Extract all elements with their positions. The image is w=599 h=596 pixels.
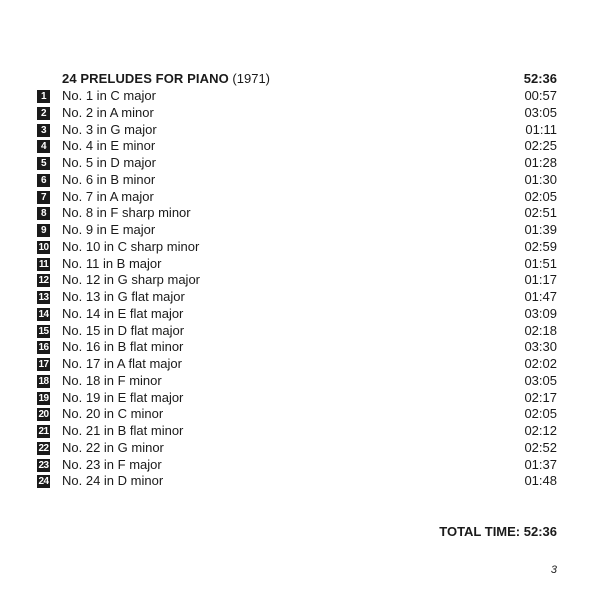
track-row	[37, 105, 557, 122]
track-number-badge: 12	[38, 275, 49, 287]
track-title: No. 18 in F minor	[62, 372, 162, 388]
track-title: No. 19 in E flat major	[62, 389, 184, 405]
track-duration: 03:05	[524, 372, 557, 388]
track-number-badge: 3	[37, 124, 50, 137]
track-title: No. 20 in C minor	[62, 406, 164, 422]
track-title: No. 21 in B flat minor	[62, 423, 184, 438]
track-number-badge: 1	[37, 90, 50, 103]
track-duration: 01:39	[524, 222, 557, 237]
track-duration: 03:30	[524, 339, 557, 355]
track-duration: 01:11	[525, 121, 557, 137]
work-year: (1971)	[232, 71, 270, 86]
track-duration: 02:18	[524, 322, 557, 338]
track-title: No. 14 in E flat major	[62, 305, 184, 321]
track-title: No. 1 in C major	[62, 88, 156, 103]
track-duration: 02:05	[524, 406, 557, 422]
track-row	[37, 205, 557, 222]
track-row	[37, 440, 557, 457]
track-title: No. 24 in D minor	[62, 473, 164, 489]
track-row	[37, 339, 557, 356]
track-title: No. 22 in G minor	[62, 439, 164, 455]
total-time: TOTAL TIME: 52:36	[439, 524, 557, 539]
track-number-badge: 4	[37, 140, 50, 153]
track-number-badge: 14	[38, 308, 49, 320]
track-number-badge: 10	[38, 241, 49, 253]
track-duration: 01:28	[524, 155, 557, 170]
track-row	[37, 289, 557, 306]
track-title: No. 6 in B minor	[62, 171, 156, 187]
track-duration: 02:05	[524, 188, 557, 204]
track-row	[37, 272, 557, 289]
work-title: 24 PRELUDES FOR PIANO	[62, 71, 229, 86]
track-number-badge: 24	[38, 476, 49, 488]
track-number-badge: 15	[38, 325, 49, 337]
track-row	[37, 373, 557, 390]
track-number-badge: 16	[38, 342, 49, 354]
track-title: No. 7 in A major	[62, 188, 154, 204]
track-row	[37, 256, 557, 273]
track-duration: 02:12	[524, 423, 557, 438]
track-title: No. 8 in F sharp minor	[62, 205, 191, 221]
track-row	[37, 306, 557, 323]
track-row	[37, 138, 557, 155]
track-row	[37, 356, 557, 373]
track-number-badge: 6	[37, 174, 50, 187]
track-row	[37, 222, 557, 239]
track-duration: 01:51	[524, 255, 557, 271]
track-duration: 02:59	[524, 238, 557, 254]
track-duration: 02:25	[524, 138, 557, 154]
track-duration: 01:30	[524, 171, 557, 187]
track-duration: 03:05	[524, 104, 557, 120]
track-row	[37, 239, 557, 256]
work-header	[62, 70, 557, 87]
track-number-badge: 19	[38, 392, 49, 404]
track-duration: 02:02	[524, 356, 557, 371]
track-duration: 01:37	[524, 456, 557, 472]
track-duration: 02:51	[524, 205, 557, 221]
track-row	[37, 122, 557, 139]
track-row	[37, 323, 557, 340]
track-title: No. 5 in D major	[62, 155, 156, 170]
track-number-badge: 11	[38, 258, 49, 270]
track-title: No. 11 in B major	[62, 255, 162, 271]
track-number-badge: 21	[38, 426, 49, 437]
track-title: No. 4 in E minor	[62, 138, 156, 154]
track-title: No. 12 in G sharp major	[62, 272, 201, 288]
track-title: No. 16 in B flat minor	[62, 339, 184, 355]
track-number-badge: 17	[38, 359, 49, 370]
track-row	[37, 189, 557, 206]
track-row	[37, 155, 557, 172]
track-row	[37, 88, 557, 105]
track-title: No. 10 in C sharp minor	[62, 238, 200, 254]
track-number-badge: 13	[38, 292, 49, 303]
track-duration: 01:47	[524, 289, 557, 304]
track-duration: 03:09	[524, 305, 557, 321]
track-number-badge: 23	[38, 459, 49, 471]
track-list	[37, 88, 557, 490]
track-title: No. 23 in F major	[62, 456, 162, 472]
track-duration: 02:52	[524, 439, 557, 455]
work-duration: 52:36	[523, 71, 557, 86]
track-title: No. 13 in G flat major	[62, 289, 185, 304]
track-row	[37, 473, 557, 490]
track-title: No. 9 in E major	[62, 222, 156, 237]
track-number-badge: 22	[38, 442, 49, 454]
track-number-badge: 8	[37, 207, 50, 220]
track-row	[37, 457, 557, 474]
page-number: 3	[550, 564, 557, 576]
track-row	[37, 390, 557, 407]
track-number-badge: 2	[37, 107, 50, 120]
track-duration: 01:17	[524, 272, 557, 288]
track-duration: 02:17	[524, 389, 557, 405]
track-number-badge: 20	[38, 409, 49, 421]
track-row	[37, 172, 557, 189]
track-duration: 01:48	[524, 473, 557, 489]
track-title: No. 17 in A flat major	[62, 356, 182, 371]
track-title: No. 15 in D flat major	[62, 322, 185, 338]
track-row	[37, 406, 557, 423]
track-row	[37, 423, 557, 440]
track-title: No. 3 in G major	[62, 121, 157, 137]
track-number-badge: 5	[37, 157, 50, 170]
track-number-badge: 9	[37, 224, 50, 237]
track-duration: 00:57	[524, 88, 557, 103]
track-number-badge: 7	[37, 191, 50, 204]
track-number-badge: 18	[38, 375, 49, 387]
track-title: No. 2 in A minor	[62, 104, 154, 120]
